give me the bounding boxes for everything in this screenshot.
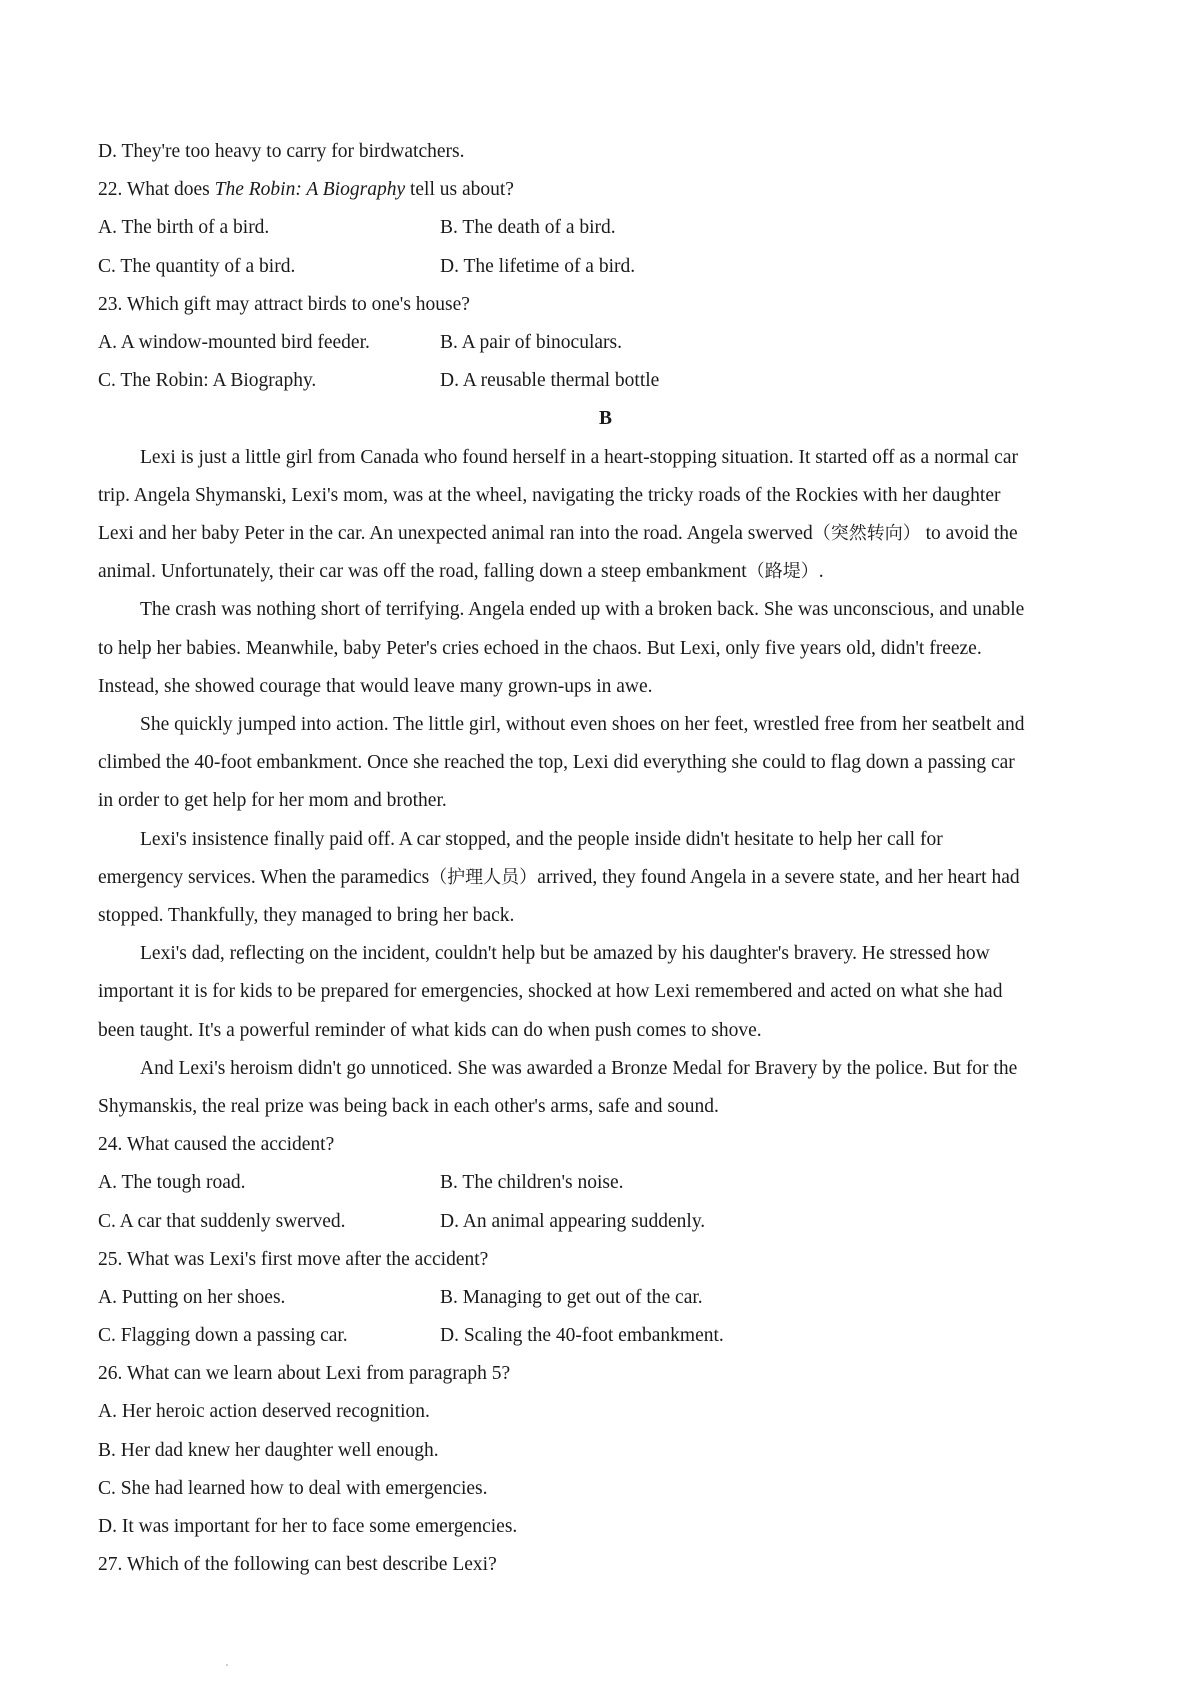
gloss-paramedics: （护理人员）: [429, 866, 538, 888]
q26-option-a: A. Her heroic action deserved recognition.: [98, 1401, 430, 1423]
q24-options-row-1: [98, 1164, 1113, 1202]
passage-paragraph-6: [98, 1050, 1113, 1126]
q24-options-row-2: [98, 1203, 1113, 1241]
p4-line-3: stopped. Thankfully, they managed to bring her back.: [98, 904, 515, 926]
q25-option-b: B. Managing to get out of the car.: [440, 1286, 703, 1308]
q25-options-row-2: [98, 1317, 1113, 1355]
q25-option-d: D. Scaling the 40-foot embankment.: [440, 1325, 724, 1347]
q26-option-c: C. She had learned how to deal with emergencies.: [98, 1477, 488, 1499]
passage-paragraph-5: [98, 935, 1113, 1050]
q22-option-a: A. The birth of a bird.: [98, 217, 270, 239]
q24-option-d: D. An animal appearing suddenly.: [440, 1210, 706, 1232]
p5-line-2: important it is for kids to be prepared for emergencies, shocked at how Lexi remembered and acted on what she had: [98, 981, 1003, 1003]
q24-stem: 24. What caused the accident?: [98, 1134, 335, 1156]
q23-options-row-1: [98, 324, 1113, 362]
q22-options-row-2: [98, 248, 1113, 286]
q22-stem-post: tell us about?: [405, 179, 514, 201]
p5-line-3: been taught. It's a powerful reminder of what kids can do when push comes to shove.: [98, 1019, 762, 1041]
p1-line-4: animal. Unfortunately, their car was off the road, falling down a steep embankment（路堤）.: [98, 561, 824, 583]
q23-option-c: C. The Robin: A Biography.: [98, 370, 317, 392]
gloss-swerved: （突然转向）: [812, 522, 921, 544]
q23-option-d: D. A reusable thermal bottle: [440, 370, 660, 392]
passage-paragraph-1: [98, 439, 1113, 592]
q22-stem: [98, 171, 1113, 209]
q22-stem-pre: 22. What does: [98, 179, 215, 201]
gloss-embankment: （路堤）: [746, 561, 819, 583]
document-page: [98, 133, 1113, 1584]
p6-line-1: And Lexi's heroism didn't go unnoticed. She was awarded a Bronze Medal for Bravery by the police. But for the: [140, 1057, 1018, 1079]
q25-option-c: C. Flagging down a passing car.: [98, 1325, 348, 1347]
q22-option-b: B. The death of a bird.: [440, 217, 616, 239]
q23-option-a: A. A window-mounted bird feeder.: [98, 331, 370, 353]
p4-line-2: emergency services. When the paramedics（护理人员）arrived, they found Angela in a severe state, and her heart had: [98, 866, 1020, 888]
section-title: B: [598, 408, 612, 430]
q21-option-d: D. They're too heavy to carry for birdwatchers.: [98, 141, 465, 162]
page-speck: [226, 1664, 228, 1666]
q27-stem: 27. Which of the following can best describe Lexi?: [98, 1554, 497, 1576]
p1-line-3: Lexi and her baby Peter in the car. An unexpected animal ran into the road. Angela swerved（突然转向） to avoid the: [98, 522, 1018, 544]
q23-options-row-2: [98, 362, 1113, 400]
q24-option-c: C. A car that suddenly swerved.: [98, 1210, 346, 1232]
p3-line-2: climbed the 40-foot embankment. Once she reached the top, Lexi did everything she could to flag down a passing car: [98, 752, 1015, 774]
q26-option-d: D. It was important for her to face some emergencies.: [98, 1516, 518, 1538]
q22-options-row-1: [98, 209, 1113, 247]
p5-line-1: Lexi's dad, reflecting on the incident, couldn't help but be amazed by his daughter's bravery. He stressed how: [140, 943, 990, 965]
q22-option-d: D. The lifetime of a bird.: [440, 255, 636, 277]
p3-line-3: in order to get help for her mom and brother.: [98, 790, 447, 812]
p2-line-2: to help her babies. Meanwhile, baby Peter's cries echoed in the chaos. But Lexi, only five years old, didn't freeze.: [98, 637, 982, 659]
p2-line-1: The crash was nothing short of terrifying. Angela ended up with a broken back. She was unconscious, and unable: [140, 599, 1025, 621]
q24-option-a: A. The tough road.: [98, 1172, 246, 1194]
q22-option-c: C. The quantity of a bird.: [98, 255, 296, 277]
q26-stem: 26. What can we learn about Lexi from paragraph 5?: [98, 1363, 511, 1385]
passage-paragraph-4: [98, 821, 1113, 936]
p4-line-1: Lexi's insistence finally paid off. A car stopped, and the people inside didn't hesitate to help her call for: [140, 828, 943, 850]
q25-stem: 25. What was Lexi's first move after the accident?: [98, 1248, 489, 1270]
q24-option-b: B. The children's noise.: [440, 1172, 624, 1194]
passage-paragraph-2: [98, 591, 1113, 706]
q23-option-b: B. A pair of binoculars.: [440, 331, 622, 353]
q25-option-a: A. Putting on her shoes.: [98, 1286, 286, 1308]
p1-line-2: trip. Angela Shymanski, Lexi's mom, was at the wheel, navigating the tricky roads of the Rockies with her daughter: [98, 484, 1001, 506]
passage-paragraph-3: [98, 706, 1113, 821]
q23-stem: 23. Which gift may attract birds to one's house?: [98, 293, 470, 315]
p1-line-1: Lexi is just a little girl from Canada who found herself in a heart-stopping situation. It started off as a normal car: [140, 446, 1018, 468]
p6-line-2: Shymanskis, the real prize was being back in each other's arms, safe and sound.: [98, 1095, 719, 1117]
q25-options-row-1: [98, 1279, 1113, 1317]
p2-line-3: Instead, she showed courage that would leave many grown-ups in awe.: [98, 675, 653, 697]
q22-book-title: The Robin: A Biography: [214, 179, 406, 201]
p3-line-1: She quickly jumped into action. The little girl, without even shoes on her feet, wrestled free from her seatbelt and: [140, 713, 1025, 735]
q26-option-b: B. Her dad knew her daughter well enough.: [98, 1439, 439, 1461]
